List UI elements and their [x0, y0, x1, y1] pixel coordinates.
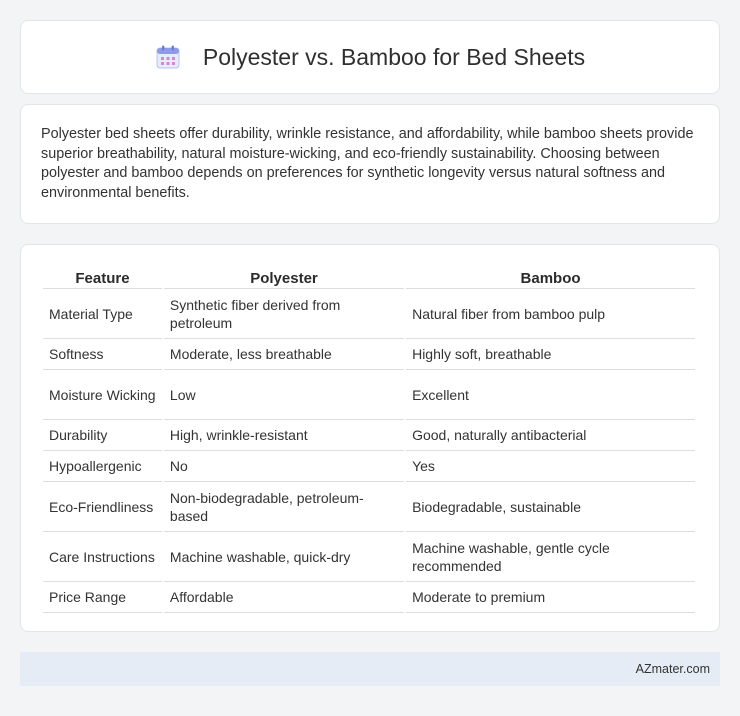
bamboo-cell: Highly soft, breathable [406, 339, 695, 370]
bamboo-cell: Moderate to premium [406, 582, 695, 613]
header-polyester: Polyester [164, 263, 404, 289]
header-bamboo: Bamboo [406, 263, 695, 289]
polyester-cell: Non-biodegradable, petroleum-based [164, 482, 404, 532]
header-feature: Feature [43, 263, 162, 289]
bamboo-cell: Yes [406, 451, 695, 482]
footer-brand[interactable]: AZmater.com [635, 662, 710, 676]
summary-text: Polyester bed sheets offer durability, wrinkle resistance, and affordability, while bamboo sheets provide superior breathability, natural moisture-wicking, and eco-friendly sustainability. Choosing between polyester and bamboo depends on preferences for synthetic longevity versus natural softness and environmental benefits. [41, 126, 694, 201]
table-row [43, 451, 695, 482]
bamboo-cell: Machine washable, gentle cycle recommended [406, 532, 695, 582]
bamboo-cell: Biodegradable, sustainable [406, 482, 695, 532]
polyester-cell: Low [164, 370, 404, 420]
feature-cell: Care Instructions [43, 532, 162, 582]
bamboo-cell: Excellent [406, 370, 695, 420]
footer [20, 652, 720, 686]
table-row [43, 582, 695, 613]
feature-cell: Durability [43, 420, 162, 451]
title-card [20, 20, 720, 94]
table-header-row [43, 263, 695, 289]
calendar-icon [155, 44, 181, 70]
polyester-cell: Affordable [164, 582, 404, 613]
bamboo-cell: Natural fiber from bamboo pulp [406, 289, 695, 339]
feature-cell: Material Type [43, 289, 162, 339]
polyester-cell: Moderate, less breathable [164, 339, 404, 370]
table-row [43, 339, 695, 370]
table-row [43, 532, 695, 582]
comparison-table [41, 263, 697, 613]
table-row [43, 289, 695, 339]
page-title: Polyester vs. Bamboo for Bed Sheets [202, 43, 586, 70]
polyester-cell: Synthetic fiber derived from petroleum [164, 289, 404, 339]
table-row [43, 420, 695, 451]
bamboo-cell: Good, naturally antibacterial [406, 420, 695, 451]
feature-cell: Moisture Wicking [43, 370, 162, 420]
comparison-table-card [20, 244, 720, 632]
feature-cell: Price Range [43, 582, 162, 613]
polyester-cell: Machine washable, quick-dry [164, 532, 404, 582]
feature-cell: Hypoallergenic [43, 451, 162, 482]
polyester-cell: No [164, 451, 404, 482]
table-row [43, 370, 695, 420]
summary-card [20, 104, 720, 224]
polyester-cell: High, wrinkle-resistant [164, 420, 404, 451]
feature-cell: Eco-Friendliness [43, 482, 162, 532]
feature-cell: Softness [43, 339, 162, 370]
table-row [43, 482, 695, 532]
